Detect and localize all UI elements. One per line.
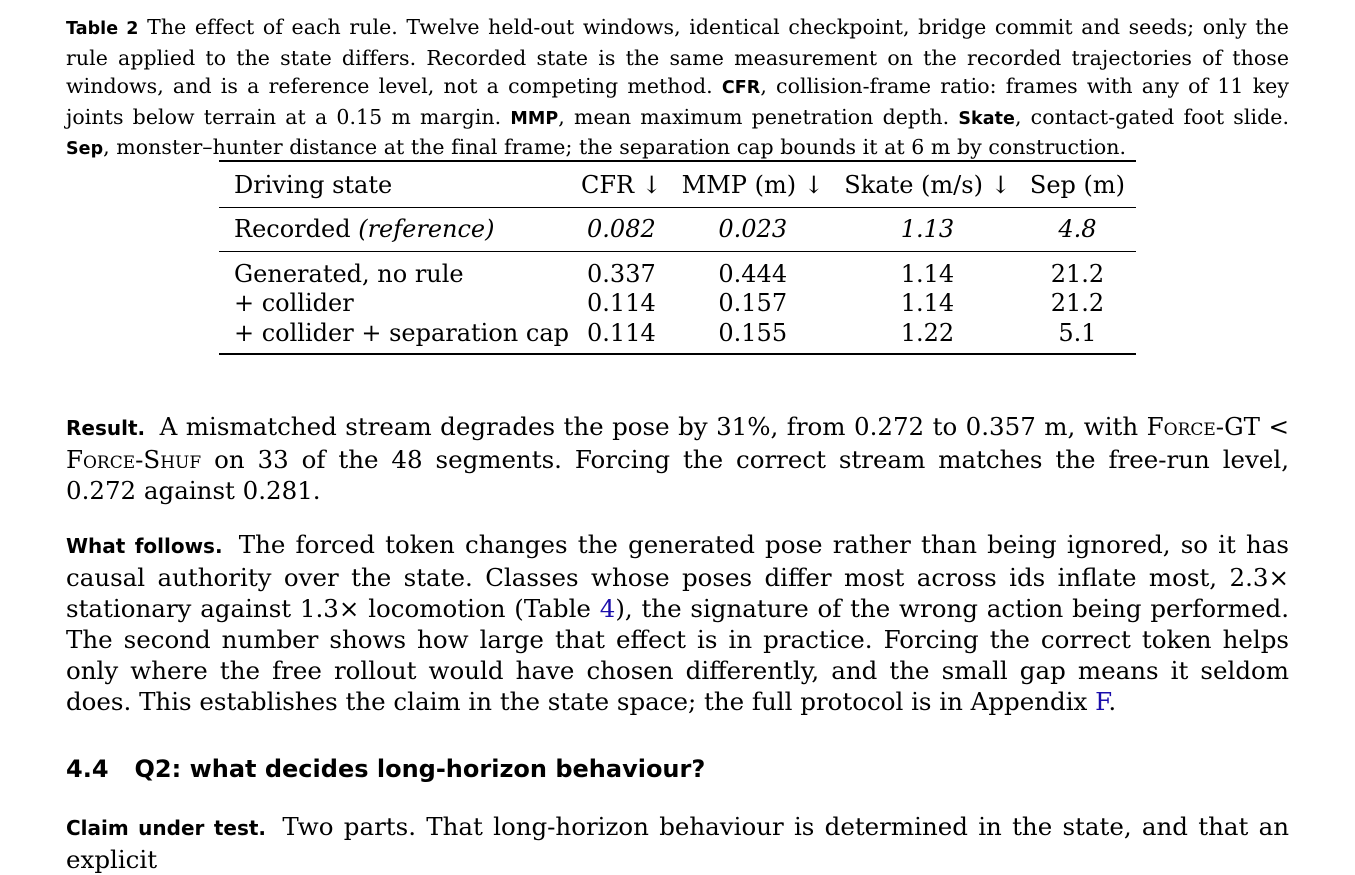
table-4-link[interactable]: 4 <box>599 594 616 623</box>
sep-definition: , monster–hunter distance at the final frame; the separation cap bounds it at 6 m by construction. <box>103 135 1127 159</box>
cfr-term: CFR <box>721 78 761 98</box>
row-label: + collider + separation cap <box>219 319 573 354</box>
reference-note: (reference) <box>358 215 495 243</box>
appendix-f-link[interactable]: F <box>1095 687 1109 716</box>
reference-label: Recorded <box>234 215 351 243</box>
what-follows-text-continued: ), the signature of the wrong action being performed. The second number shows how large that effect is in practice. Forcing the correct token helps only where the free rollout would have chosen differently, and the small gap means it seldom does. This establishes the claim in the state space; the full protocol is in Appendix <box>66 594 1289 716</box>
mmp-definition: , mean maximum penetration depth. <box>558 104 950 129</box>
table-cell: 0.155 <box>669 319 836 354</box>
table-row <box>219 288 1136 319</box>
table-header-row <box>219 161 1136 207</box>
what-follows-text: The forced token changes the generated pose rather than being ignored, so it has causal authority over the state. Classes whose poses differ most across ids inflate most, 2.3× stationary against 1.3× locomotion (Table <box>66 530 1289 623</box>
header-driving-state: Driving state <box>219 161 573 207</box>
results-table <box>219 160 1136 355</box>
cfr-definition: , collision-frame ratio: frames with any of 11 key joints below terrain at a 0.15 m margin. <box>66 74 1289 129</box>
table-cell: 1.22 <box>836 319 1019 354</box>
table-cell: 1.14 <box>900 259 955 288</box>
header-mmp: MMP (m) ↓ <box>669 161 836 207</box>
force-shuf-term: Force-Shuf <box>66 445 202 474</box>
table-cell: 0.157 <box>718 289 788 317</box>
table-row <box>219 319 1136 354</box>
table-cell: 0.114 <box>587 289 656 317</box>
table-cell: 21.2 <box>1050 259 1105 288</box>
table-cell: 0.114 <box>573 319 669 354</box>
section-heading <box>66 755 705 783</box>
reference-row <box>219 207 1136 251</box>
what-follows-end: . <box>1108 687 1117 716</box>
table-cell: 0.023 <box>669 207 836 251</box>
table-cell: 4.8 <box>1019 207 1136 251</box>
table-cell: 0.337 <box>587 259 656 288</box>
table-row <box>219 251 1136 288</box>
what-follows-paragraph <box>66 529 1289 717</box>
claim-text: Two parts. That long-horizon behaviour is determined in the state, and that an explicit <box>66 812 1289 874</box>
table-cell: 1.14 <box>900 289 955 317</box>
result-label: Result. <box>66 416 146 440</box>
header-skate: Skate (m/s) ↓ <box>836 161 1019 207</box>
row-label: + collider <box>234 289 354 317</box>
skate-term: Skate <box>958 108 1015 129</box>
caption-text: The effect of each rule. Twelve held-out windows, identical checkpoint, bridge commit and seeds; only the rule applied to the state differs. Recorded state is the same measurement on the recorded trajectories of those windows, and is a reference level, not a competing method. <box>66 15 1289 98</box>
result-paragraph <box>66 411 1289 506</box>
claim-paragraph <box>66 811 1289 875</box>
table-cell: 0.082 <box>573 207 669 251</box>
section-title: Q2: what decides long-horizon behaviour? <box>134 755 706 783</box>
table-cell: 0.444 <box>718 259 788 288</box>
mmp-term: MMP <box>510 108 559 129</box>
what-follows-label: What follows. <box>66 534 223 558</box>
result-text: A mismatched stream degrades the pose by 31%, from 0.272 to 0.357 m, with <box>159 412 1139 441</box>
table-label: Table 2 <box>66 19 139 39</box>
section-number: 4.4 <box>66 755 109 783</box>
header-sep: Sep (m) <box>1019 161 1136 207</box>
row-label: Generated, no rule <box>234 259 464 288</box>
force-gt-term: Force-GT <box>1146 412 1260 441</box>
reference-label-cell <box>219 207 573 251</box>
table-cell: 1.13 <box>836 207 1019 251</box>
claim-label: Claim under test. <box>66 816 267 840</box>
skate-definition: , contact-gated foot slide. <box>1014 104 1290 129</box>
table-caption <box>66 13 1289 164</box>
table-cell: 21.2 <box>1050 289 1105 317</box>
less-than-symbol: < <box>1268 412 1289 441</box>
result-text-continued: on 33 of the 48 segments. Forcing the correct stream matches the free-run level, 0.272 against 0.281. <box>66 445 1289 505</box>
table-cell: 5.1 <box>1019 319 1136 354</box>
header-cfr: CFR ↓ <box>573 161 669 207</box>
sep-term: Sep <box>66 139 104 159</box>
